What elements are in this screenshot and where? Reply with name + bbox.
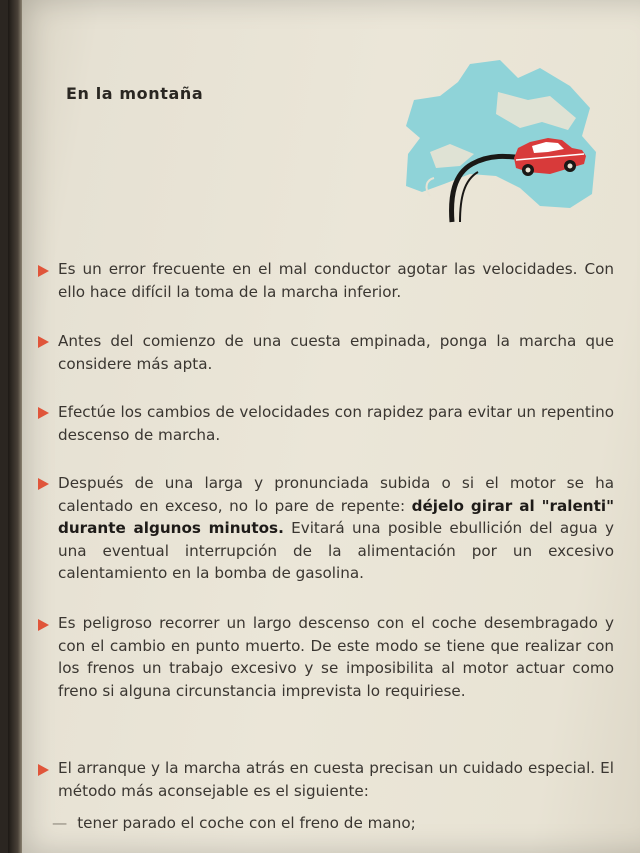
paragraph-2 <box>58 330 614 375</box>
list-item-text: tener parado el coche con el freno de mano; <box>77 814 416 832</box>
bullet-icon <box>38 265 49 277</box>
bullet-icon <box>38 336 49 348</box>
paragraph-5 <box>58 612 614 702</box>
paragraph-6 <box>58 757 614 802</box>
paragraph-4 <box>58 472 614 585</box>
page-title: En la montaña <box>66 84 204 103</box>
bullet-icon <box>38 619 49 631</box>
paragraph-bold-text: déjelo girar al "ralenti" durante algunos minutos. <box>58 496 614 537</box>
paragraph-text-after: Evitará una posible ebullición del agua y una eventual interrupción de la alimentación por un excesivo calentamiento en la bomba de gasolina. <box>58 519 614 582</box>
car-mountain-road-illustration <box>400 56 610 226</box>
paragraph-text: El arranque y la marcha atrás en cuesta precisan un cuidado especial. El método más aconsejable es el siguiente: <box>58 759 614 800</box>
paragraph-text <box>58 474 614 582</box>
paragraph-text: Antes del comienzo de una cuesta empinada, ponga la marcha que considere más apta. <box>58 332 614 373</box>
bullet-icon <box>38 407 49 419</box>
paragraph-1 <box>58 258 614 303</box>
paragraph-text: Efectúe los cambios de velocidades con rapidez para evitar un repentino descenso de marcha. <box>58 403 614 444</box>
book-spine <box>8 0 22 853</box>
dash-mark: — <box>52 814 68 832</box>
book-page <box>8 0 640 853</box>
paragraph-text: Es peligroso recorrer un largo descenso con el coche desembragado y con el cambio en punto muerto. De este modo se tiene que realizar con los frenos un trabajo excesivo y se imposibilita al motor actuar como freno si alguna circunstancia imprevista lo requiriese. <box>58 614 614 700</box>
paragraph-text-before: Después de una larga y pronunciada subida o si el motor se ha calentado en exceso, no lo pare de repente: <box>58 474 614 515</box>
paragraph-3 <box>58 401 614 446</box>
bullet-icon <box>38 764 49 776</box>
paragraph-text: Es un error frecuente en el mal conductor agotar las velocidades. Con ello hace difícil la toma de la marcha inferior. <box>58 260 614 301</box>
list-item <box>52 814 612 832</box>
bullet-icon <box>38 478 49 490</box>
